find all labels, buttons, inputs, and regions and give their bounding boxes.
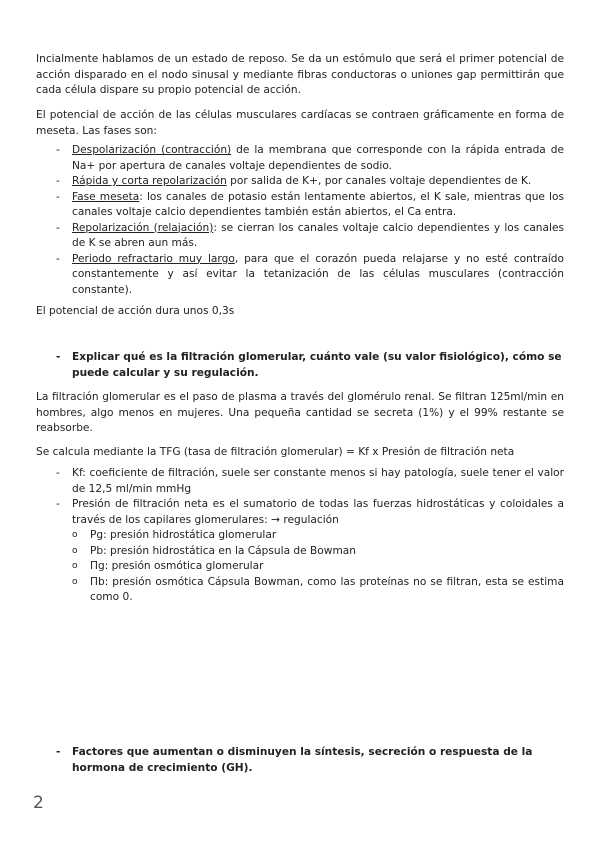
question-1 [36, 350, 564, 381]
phase-term: Periodo refractario muy largo [72, 252, 235, 265]
intro-text: Incialmente hablamos de un estado de reposo. Se da un estómulo que será el primer potencial de acción disparado en el nodo sinusal y mediante fibras conductoras o uniones gap permittirán que cada célula dispare su propio potencial de acción. [36, 53, 564, 96]
question-1-text: - Explicar qué es la filtración glomerular, cuánto vale (su valor fisiológico), cómo se puede calcular y su regulación. [36, 350, 564, 381]
phase-term: Rápida y corta repolarización [72, 175, 227, 187]
phase-item [36, 221, 564, 252]
phases-list [36, 143, 564, 298]
intro-paragraph [36, 52, 564, 99]
phase-term: Despolarización (contracción) [72, 144, 232, 156]
phase-item [36, 252, 564, 299]
pg-item: o Pg: presión hidrostática glomerular [36, 528, 564, 544]
pig-item: o Πg: presión osmótica glomerular [36, 559, 564, 575]
presion-sublist [36, 528, 564, 606]
pib-item: o Πb: presión osmótica Cápsula Bowman, como las proteínas no se filtran, esta se estima como 0. [36, 575, 564, 606]
presion-item: - Presión de filtración neta es el sumatorio de todas las fuerzas hidrostáticas y coloidales a través de los capilares glomerulares: → regulación [36, 497, 564, 528]
tfg-text: Se calcula mediante la TFG (tasa de filtración glomerular) = Kf x Presión de filtración neta [36, 445, 515, 458]
phase-text: : los canales de potasio están lentamente abiertos, el K sale, mientras que los canales voltaje calcio dependientes también están abiertos, el Ca entra. [72, 190, 564, 218]
question-list [36, 350, 564, 381]
tfg-items-list [36, 466, 564, 528]
question-list [36, 745, 564, 776]
phase-text: por salida de K+, por canales voltaje dependientes de K. [226, 175, 532, 187]
filtracion-text: La filtración glomerular es el paso de plasma a través del glomérulo renal. Se filtran 125ml/min en hombres, algo menos en mujeres. Una pequeña cantidad se secreta (1%) y el 99% restante se reabsorbe. [36, 391, 564, 434]
phase-item [36, 174, 564, 190]
question-2 [36, 745, 564, 776]
question-2-text: - Factores que aumentan o disminuyen la síntesis, secreción o respuesta de la hormona de crecimiento (GH). [36, 745, 564, 776]
phase-term: Repolarización (relajación) [72, 221, 214, 234]
page-number: 2 [33, 793, 44, 813]
phase-text: de la membrana que corresponde con la rápida entrada de Na+ por apertura de canales voltaje dependientes de sodio. [72, 144, 564, 172]
duration-text: El potencial de acción dura unos 0,3s [36, 305, 235, 317]
pb-item: o Pb: presión hidrostática en la Cápsula de Bowman [36, 544, 564, 560]
potencial-section [36, 108, 564, 320]
filtracion-section [36, 390, 564, 606]
phase-term: Fase meseta [72, 190, 140, 203]
phase-text: , para que el corazón pueda relajarse y no esté contraído constantemente y así evitar la tetanización de las células musculares (contracción constante). [72, 252, 565, 296]
kf-item: - Kf: coeficiente de filtración, suele ser constante menos si hay patología, suele tener el valor de 12,5 ml/min mmHg [36, 466, 564, 497]
phase-item [36, 143, 564, 174]
phase-text: : se cierran los canales voltaje calcio dependientes y los canales de K se abren aun más. [72, 221, 564, 249]
phase-item [36, 190, 564, 221]
potencial-intro-text: El potencial de acción de las células musculares cardíacas se contraen gráficamente en forma de meseta. Las fases son: [36, 109, 564, 137]
